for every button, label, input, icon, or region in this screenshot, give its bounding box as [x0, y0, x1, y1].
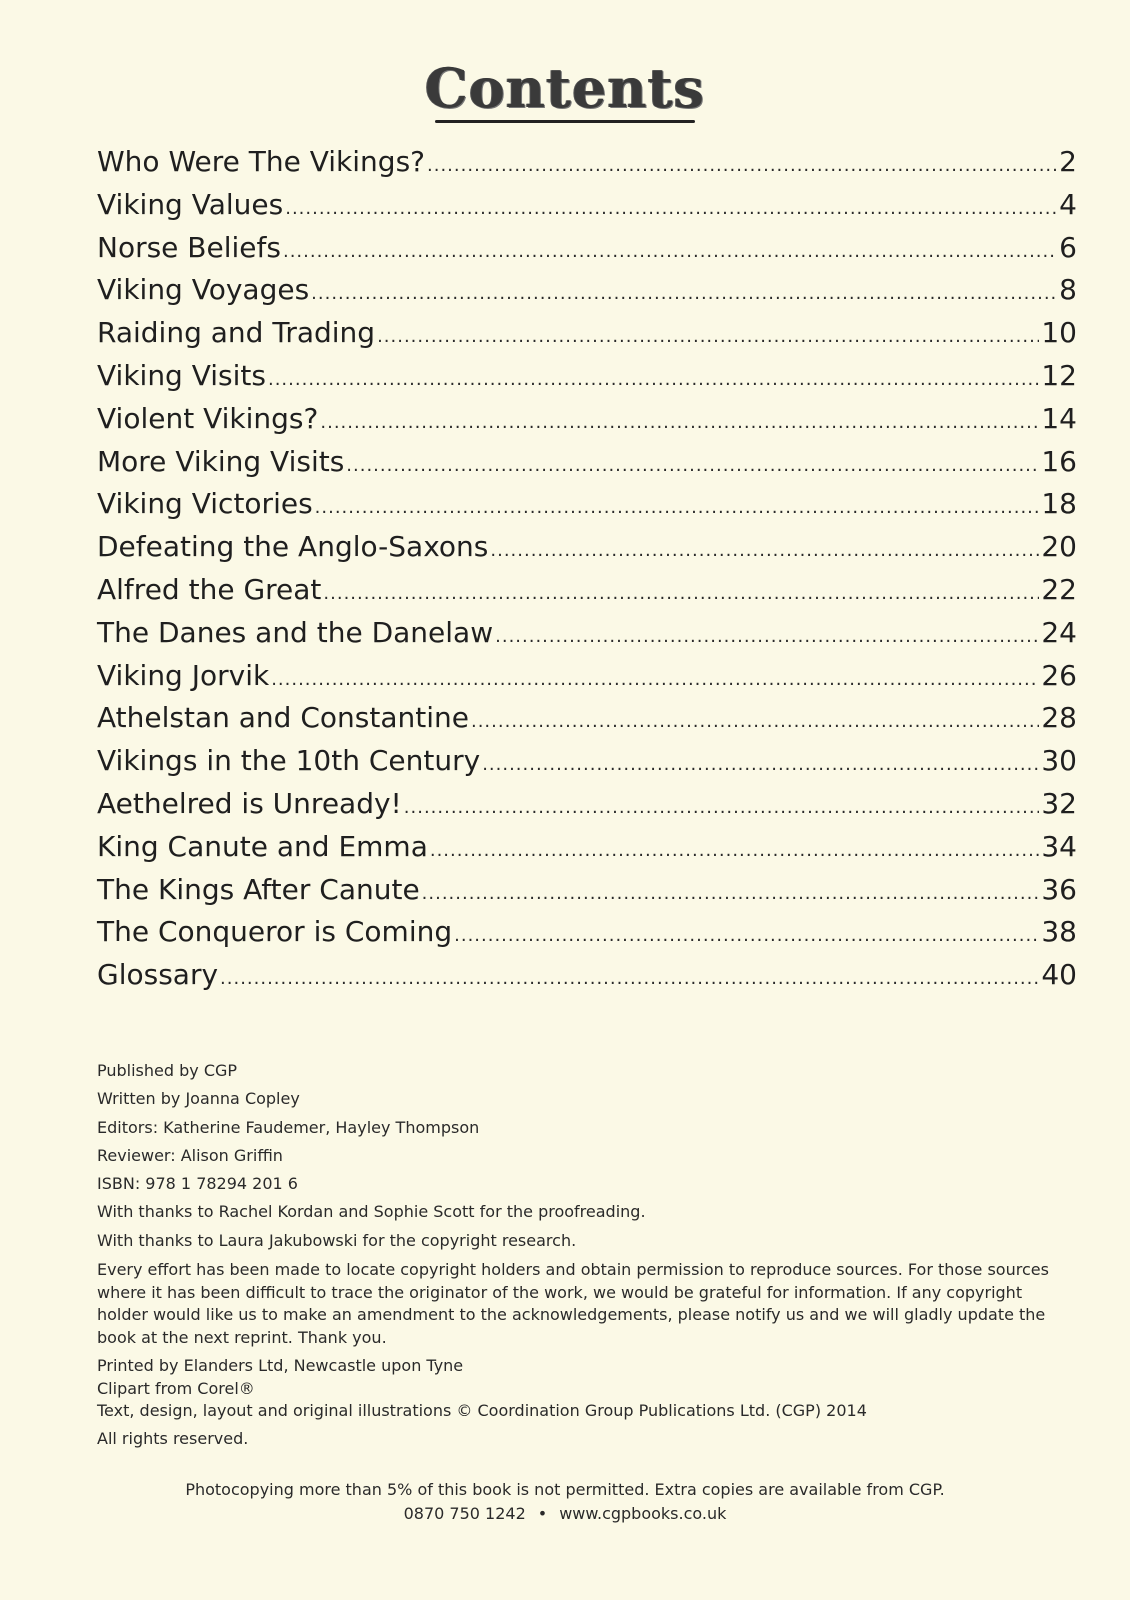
- toc-entry-page: 22: [1041, 572, 1077, 606]
- toc-entry-title: The Kings After Canute: [97, 872, 420, 906]
- toc-entry[interactable]: [97, 659, 1077, 702]
- toc-dot-leader: [490, 540, 1039, 561]
- rights-reserved: All rights reserved.: [97, 1428, 249, 1448]
- toc-entry-title: The Conqueror is Coming: [97, 915, 453, 949]
- toc-entry[interactable]: [97, 873, 1077, 916]
- toc-entry[interactable]: [97, 744, 1077, 787]
- toc-entry-title: The Danes and the Danelaw: [97, 615, 494, 649]
- toc-entry-page: 4: [1059, 187, 1077, 221]
- toc-dot-leader: [320, 412, 1039, 433]
- toc-dot-leader: [404, 797, 1040, 818]
- toc-dot-leader: [430, 840, 1040, 861]
- toc-entry-page: 8: [1059, 273, 1077, 307]
- toc-entry[interactable]: [97, 958, 1077, 1001]
- toc-entry-title: Aethelred is Unready!: [97, 786, 402, 820]
- toc-entry-page: 26: [1041, 658, 1077, 692]
- toc-entry[interactable]: [97, 316, 1077, 359]
- toc-entry-title: More Viking Visits: [97, 444, 345, 478]
- toc-entry-page: 32: [1041, 786, 1077, 820]
- toc-entry-title: Alfred the Great: [97, 572, 322, 606]
- copyright-notice: Every effort has been made to locate copyright holders and obtain permission to reproduce sources. For those sources where it has been difficult to trace the originator of the work, we would be grateful for information. If any copyright holder would like us to make an amendment to the acknowledgements, please notify us and we will gladly update the book at the next reprint. Thank you.: [97, 1260, 1049, 1347]
- photocopy-notice: Photocopying more than 5% of this book is not permitted. Extra copies are available from CGP.: [185, 1480, 945, 1499]
- toc-entry[interactable]: [97, 359, 1077, 402]
- toc-entry[interactable]: [97, 487, 1077, 530]
- toc-entry-title: Athelstan and Constantine: [97, 701, 469, 735]
- toc-entry-page: 6: [1059, 230, 1077, 264]
- toc-entry-title: Raiding and Trading: [97, 316, 376, 350]
- toc-dot-leader: [471, 711, 1039, 732]
- toc-entry[interactable]: [97, 273, 1077, 316]
- toc-entry-title: Vikings in the 10th Century: [97, 744, 481, 778]
- toc-dot-leader: [220, 968, 1039, 989]
- toc-entry-page: 38: [1041, 915, 1077, 949]
- toc-entry-title: Glossary: [97, 958, 219, 992]
- toc-dot-leader: [268, 369, 1039, 390]
- toc-dot-leader: [311, 283, 1057, 304]
- toc-entry-page: 30: [1041, 744, 1077, 778]
- toc-entry-page: 2: [1059, 145, 1077, 178]
- toc-entry-page: 10: [1041, 316, 1077, 350]
- toc-entry-title: Who Were The Vikings?: [97, 145, 426, 178]
- toc-entry-title: Norse Beliefs: [97, 230, 281, 264]
- toc-entry-title: Violent Vikings?: [97, 401, 319, 435]
- toc-dot-leader: [422, 883, 1040, 904]
- phone-number: 0870 750 1242: [403, 1504, 526, 1523]
- toc-entry[interactable]: [97, 616, 1077, 659]
- toc-dot-leader: [427, 155, 1057, 176]
- website-link[interactable]: www.cgpbooks.co.uk: [559, 1504, 727, 1523]
- clipart-credit: Clipart from Corel®: [97, 1378, 255, 1398]
- toc-entry-title: Viking Voyages: [97, 273, 310, 307]
- toc-entry-page: 28: [1041, 701, 1077, 735]
- toc-entry-page: 34: [1041, 829, 1077, 863]
- written-by: Written by Joanna Copley: [97, 1089, 300, 1109]
- toc-entry-page: 20: [1041, 530, 1077, 564]
- title-underline: [435, 120, 695, 123]
- footer: [0, 1478, 1130, 1526]
- toc-entry-page: 40: [1041, 958, 1077, 992]
- toc-entry-page: 12: [1041, 358, 1077, 392]
- copyright-line: Text, design, layout and original illustrations © Coordination Group Publications Ltd. (CGP) 2014: [97, 1401, 867, 1421]
- toc-entry[interactable]: [97, 915, 1077, 958]
- toc-dot-leader: [482, 754, 1039, 775]
- printing-info: [97, 1355, 1057, 1450]
- toc-entry[interactable]: [97, 787, 1077, 830]
- toc-entry[interactable]: [97, 231, 1077, 274]
- toc-entry-page: 14: [1041, 401, 1077, 435]
- toc-dot-leader: [495, 626, 1039, 647]
- toc-entry[interactable]: [97, 701, 1077, 744]
- toc-entry-title: Defeating the Anglo-Saxons: [97, 530, 489, 564]
- printed-by: Printed by Elanders Ltd, Newcastle upon Tyne: [97, 1356, 464, 1376]
- toc-entry[interactable]: [97, 402, 1077, 445]
- thanks-copyright-research: With thanks to Laura Jakubowski for the copyright research.: [97, 1230, 577, 1250]
- toc-entry-title: Viking Jorvik: [97, 658, 270, 692]
- toc-entry-page: 36: [1041, 872, 1077, 906]
- toc-entry-page: 24: [1041, 615, 1077, 649]
- toc-dot-leader: [283, 241, 1057, 262]
- toc-entry-title: Viking Victories: [97, 487, 313, 521]
- toc-entry[interactable]: [97, 145, 1077, 188]
- toc-entry-page: 16: [1041, 444, 1077, 478]
- reviewer: Reviewer: Alison Griffin: [97, 1145, 283, 1165]
- title-block: [0, 58, 1130, 123]
- toc-dot-leader: [454, 925, 1039, 946]
- toc-entry[interactable]: [97, 445, 1077, 488]
- toc-dot-leader: [285, 198, 1057, 219]
- toc-entry[interactable]: [97, 530, 1077, 573]
- toc-entry-title: King Canute and Emma: [97, 829, 428, 863]
- toc-dot-leader: [315, 497, 1040, 518]
- toc-dot-leader: [323, 583, 1039, 604]
- editors: Editors: Katherine Faudemer, Hayley Thompson: [97, 1117, 480, 1137]
- toc-entry[interactable]: [97, 573, 1077, 616]
- table-of-contents: [97, 145, 1077, 1001]
- toc-dot-leader: [346, 455, 1039, 476]
- page-title: Contents: [424, 56, 706, 120]
- toc-entry[interactable]: [97, 830, 1077, 873]
- contact-line: [0, 1502, 1130, 1526]
- toc-dot-leader: [377, 326, 1039, 347]
- toc-entry-page: 18: [1041, 487, 1077, 521]
- published-by: Published by CGP: [97, 1061, 238, 1080]
- credits-block: [97, 1057, 1057, 1450]
- toc-dot-leader: [271, 669, 1039, 690]
- thanks-proofreading: With thanks to Rachel Kordan and Sophie Scott for the proofreading.: [97, 1202, 646, 1222]
- bullet-separator: •: [537, 1504, 548, 1523]
- toc-entry-title: Viking Values: [97, 187, 284, 221]
- isbn: ISBN: 978 1 78294 201 6: [97, 1174, 298, 1194]
- toc-entry-title: Viking Visits: [97, 358, 266, 392]
- toc-entry[interactable]: [97, 188, 1077, 231]
